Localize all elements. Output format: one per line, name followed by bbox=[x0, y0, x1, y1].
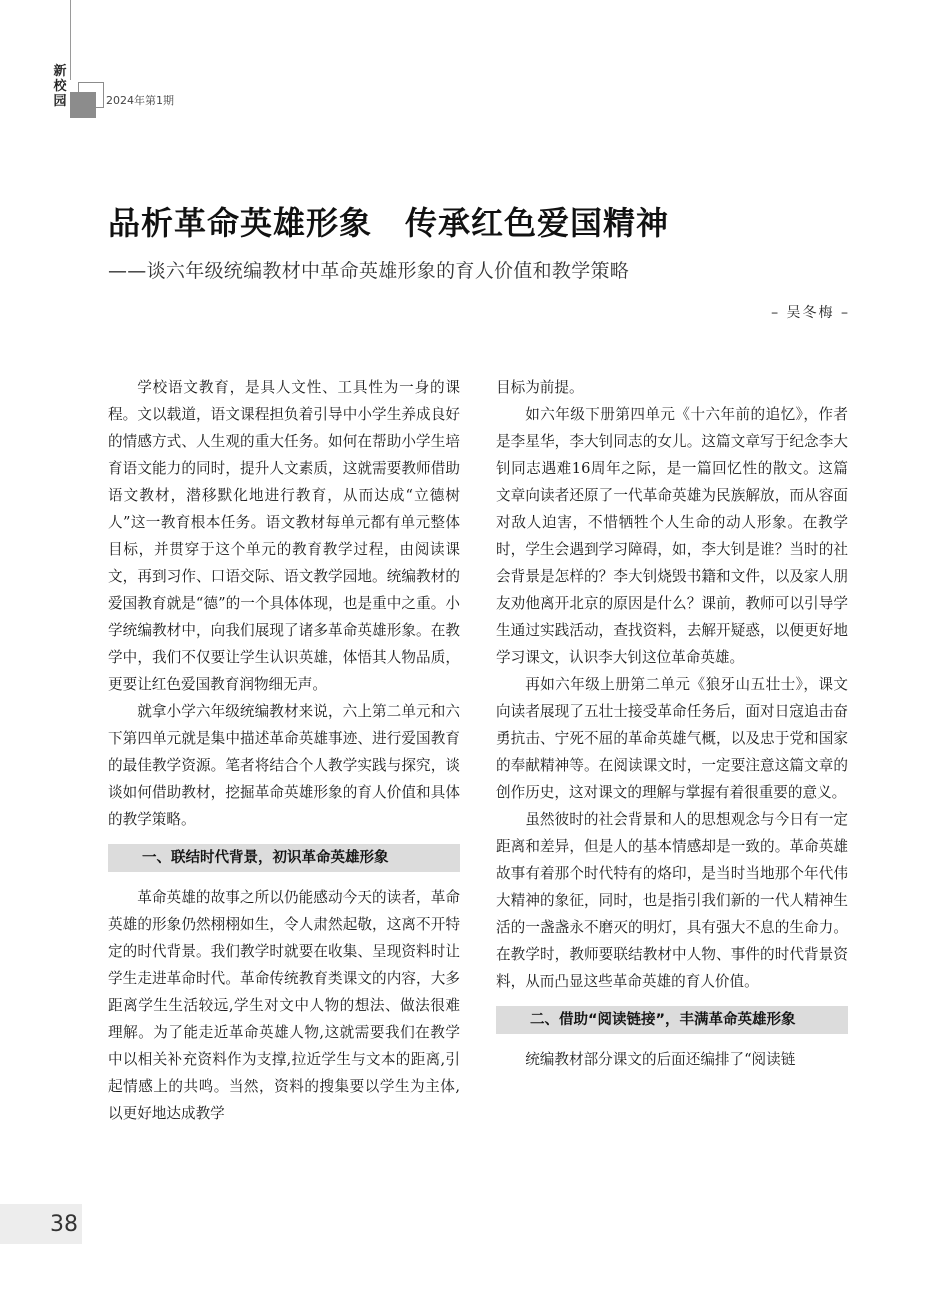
article-title: 品析革命英雄形象 传承红色爱国精神 bbox=[108, 204, 670, 242]
section-heading-2: 二、借助“阅读链接”，丰满革命英雄形象 bbox=[496, 1006, 848, 1034]
paragraph: 革命英雄的故事之所以仍能感动今天的读者，革命英雄的形象仍然栩栩如生，令人肃然起敬，这离不开特定的时代背景。我们教学时就要在收集、呈现资料时让学生走进革命时代。革命传统教育类课文的内容，大多距离学生生活较远,学生对文中人物的想法、做法很难理解。为了能走近革命英雄人物,这就需要我们在教学中以相关补充资料作为支撑,拉近学生与文本的距离,引起情感上的共鸣。当然，资料的搜集要以学生为主体,以更好地达成教学 bbox=[108, 889, 460, 1122]
journal-logo-char-1: 新 bbox=[53, 64, 67, 79]
paragraph: 统编教材部分课文的后面还编排了“阅读链 bbox=[525, 1051, 796, 1068]
paragraph-continued: 目标为前提。 bbox=[496, 379, 584, 396]
issue-label: 2024年第1期 bbox=[106, 94, 174, 107]
article-author: – 吴冬梅 – bbox=[771, 305, 850, 321]
article-subtitle: ——谈六年级统编教材中革命英雄形象的育人价值和教学策略 bbox=[108, 260, 630, 282]
header-rule bbox=[70, 0, 71, 80]
page-number: 38 bbox=[50, 1212, 78, 1237]
paragraph: 虽然彼时的社会背景和人的思想观念与今日有一定距离和差异，但是人的基本情感却是一致的。革命英雄故事有着那个时代特有的烙印，是当时当地那个年代伟大精神的象征，同时，也是指引我们新的一代人精神生活的一盏盏永不磨灭的明灯，具有强大不息的生命力。在教学时，教师要联结教材中人物、事件的时代背景资料，从而凸显这些革命英雄的育人价值。 bbox=[496, 811, 848, 990]
logo-square-outline bbox=[78, 82, 104, 108]
journal-logo bbox=[52, 64, 68, 109]
paragraph: 学校语文教育，是具人文性、工具性为一身的课程。文以载道，语文课程担负着引导中小学生养成良好的情感方式、人生观的重大任务。如何在帮助小学生培育语文能力的同时，提升人文素质，这就需要教师借助语文教材，潜移默化地进行教育，从而达成“立德树人”这一教育根本任务。语文教材每单元都有单元整体目标，并贯穿于这个单元的教育教学过程，由阅读课文，再到习作、口语交际、语文教学园地。统编教材的爱国教育就是“德”的一个具体体现，也是重中之重。小学统编教材中，向我们展现了诸多革命英雄形象。在教学中，我们不仅要让学生认识英雄，体悟其人物品质，更要让红色爱国教育润物细无声。 bbox=[108, 379, 460, 693]
journal-logo-char-2: 校 bbox=[53, 79, 67, 94]
journal-logo-char-3: 园 bbox=[53, 94, 67, 109]
paragraph: 如六年级下册第四单元《十六年前的追忆》，作者是李星华，李大钊同志的女儿。这篇文章写于纪念李大钊同志遇难16周年之际，是一篇回忆性的散文。这篇文章向读者还原了一代革命英雄为民族解放，而从容面对敌人迫害，不惜牺牲个人生命的动人形象。在教学时，学生会遇到学习障碍，如，李大钊是谁？当时的社会背景是怎样的？李大钊烧毁书籍和文件，以及家人朋友劝他离开北京的原因是什么？课前，教师可以引导学生通过实践活动，查找资料，去解开疑惑，以便更好地学习课文，认识李大钊这位革命英雄。 bbox=[496, 406, 848, 666]
left-column bbox=[108, 374, 460, 1127]
section-heading-1: 一、联结时代背景，初识革命英雄形象 bbox=[108, 844, 460, 872]
paragraph: 再如六年级上册第二单元《狼牙山五壮士》，课文向读者展现了五壮士接受革命任务后，面对日寇追击奋勇抗击、宁死不屈的革命英雄气概，以及忠于党和国家的奉献精神等。在阅读课文时，一定要注意这篇文章的创作历史，这对课文的理解与掌握有着很重要的意义。 bbox=[496, 676, 848, 801]
paragraph: 就拿小学六年级统编教材来说，六上第二单元和六下第四单元就是集中描述革命英雄事迹、进行爱国教育的最佳教学资源。笔者将结合个人教学实践与探究，谈谈如何借助教材，挖掘革命英雄形象的育人价值和具体的教学策略。 bbox=[108, 703, 460, 828]
right-column bbox=[496, 374, 848, 1073]
